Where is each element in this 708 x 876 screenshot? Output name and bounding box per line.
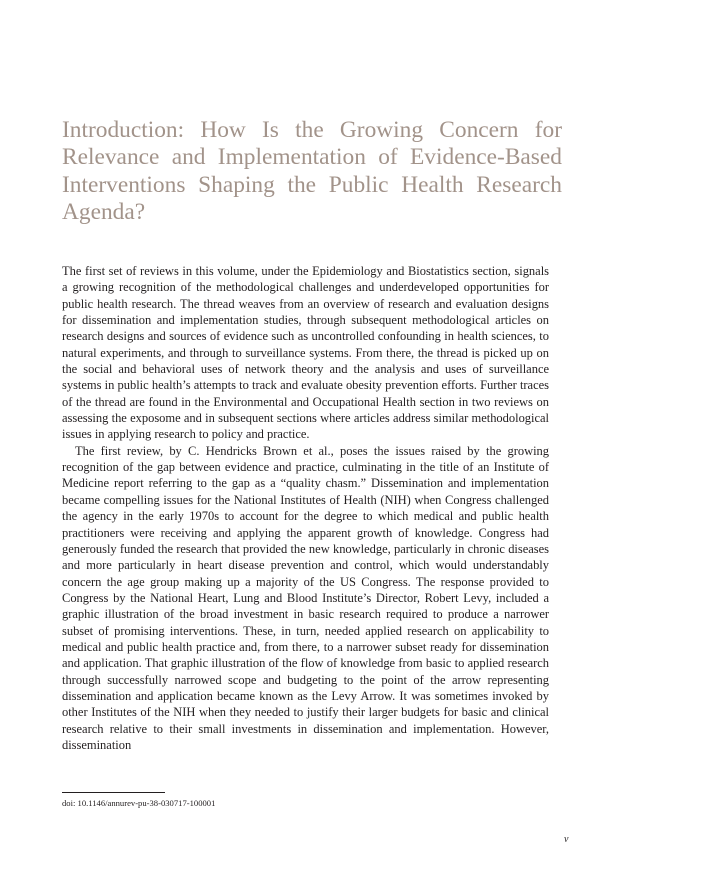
page-number: v [564,834,569,845]
paragraph-2: The first review, by C. Hendricks Brown et al., poses the issues raised by the growing recognition of the gap between evidence and practice, culminating in the title of an Institute of Medicine report referring to the gap as a “quality chasm.” Dissemination and implementation became compelling issues for the National Institutes of Health (NIH) when Congress challenged the agency in the early 1970s to account for the degree to which medical and public health practitioners were receiving and applying the apparent growth of knowledge. Congress had generously funded the research that provided the new knowledge, particularly in chronic diseases and more particularly in heart disease prevention and control, which would understandably concern the age group making up a majority of the US Congress. The response provided to Congress by the National Heart, Lung and Blood Institute’s Director, Robert Levy, included a graphic illustration of the broad investment in basic research required to produce a narrower subset of promising interventions. These, in turn, needed applied research on applicability to medical and public health practice and, from there, to a narrower subset ready for dissemination and application. That graphic illustration of the flow of knowledge from basic to applied research through successfully narrowed scope and budgeting to the point of the arrow representing dissemination and application became known as the Levy Arrow. It was sometimes invoked by other Institutes of the NIH when they needed to justify their larger budgets for basic and clinical research relative to their small investments in dissemination and implementation. However, dissemination [62,443,549,752]
body-text [62,263,549,753]
page-title: Introduction: How Is the Growing Concern for Relevance and Implementation of Evidence-Based Interventions Shaping the Public Health Research Agenda? [62,117,562,225]
doi-footnote: doi: 10.1146/annurev-pu-38-030717-100001 [62,798,216,808]
footnote-divider [62,792,165,793]
paragraph-1: The first set of reviews in this volume, under the Epidemiology and Biostatistics section, signals a growing recognition of the methodological challenges and underdeveloped opportunities for public health research. The thread weaves from an overview of research and evaluation designs for dissemination and implementation studies, through subsequent methodological articles on research designs and sources of evidence such as uncontrolled confounding in health sciences, to natural experiments, and through to surveillance systems. From there, the thread is picked up on the social and behavioral uses of network theory and the analysis and uses of surveillance systems in public health’s attempts to track and evaluate obesity prevention efforts. Further traces of the thread are found in the Environmental and Occupational Health section in two reviews on assessing the exposome and in subsequent sections where articles address similar methodological issues in applying research to policy and practice. [62,264,549,442]
